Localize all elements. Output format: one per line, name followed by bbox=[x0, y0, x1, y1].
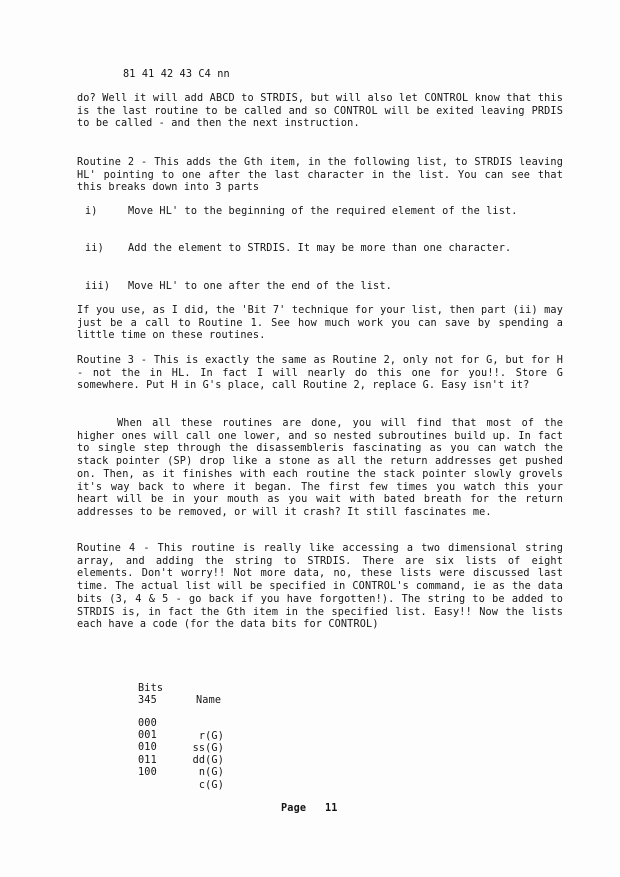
list-item-text: Move HL' to one after the end of the list. bbox=[128, 281, 392, 292]
paragraph-routine-4: Routine 4 - This routine is really like accessing a two dimensional string array, and adding the string to STRDIS. There are six lists of eight elements. Don't worry!! Not more data, no, these lists were discussed last time. The actual list will be specified in CONTROL's command, ie as the data bits (3, 4 & 5 - go back if you have forgotten!). The string to be added to STRDIS is, in fact the Gth item in the specified list. Easy!! Now the lists each have a code (for the data bits for CONTROL) bbox=[77, 543, 563, 631]
cell-name: dd(G) bbox=[192, 755, 224, 767]
list-item-number: ii) bbox=[85, 243, 104, 254]
page-label: Page bbox=[281, 803, 307, 814]
paragraph-bit7-technique: If you use, as I did, the 'Bit 7' technique for your list, then part (ii) may just be a call to Routine 1. See how much work you can save by spending a little time on these routines. bbox=[77, 305, 563, 342]
cell-bits: 100 bbox=[138, 766, 157, 778]
page-number: 11 bbox=[325, 803, 338, 814]
cell-bits: 011 bbox=[138, 754, 157, 766]
header-bits: Bits bbox=[138, 682, 164, 694]
list-item-text: Add the element to STRDIS. It may be more than one character. bbox=[128, 243, 512, 254]
cell-name: n(G) bbox=[198, 767, 224, 779]
header-name: Name bbox=[196, 695, 222, 707]
table-subheader-row bbox=[138, 682, 176, 706]
cell-bits: 010 bbox=[138, 742, 157, 754]
list-item-text: Move HL' to the beginning of the required element of the list. bbox=[128, 206, 518, 217]
paragraph-control-exit: do? Well it will add ABCD to STRDIS, but will also let CONTROL know that this is the last routine to be called and so CONTROL will be exited leaving PRDIS to be called - and then the next instruction. bbox=[77, 93, 563, 130]
cell-bits: 001 bbox=[138, 730, 157, 742]
cell-bits: 000 bbox=[138, 718, 157, 730]
bits-name-table bbox=[138, 670, 224, 791]
paragraph-nested-subroutines: When all these routines are done, you will find that most of the higher ones will call one lower, and so nested subroutines build up. In fact to single step through the disassembleris fascinating as you can watch the stack pointer (SP) drop like a stone as all the return addresses get pushed on. Then, as it finishes with each routine the stack pointer slowly grovels it's way back to where it began. The first few times you watch this your heart will be in your mouth as you wait with bated breath for the return addresses to be removed, or will it crash? It still fascinates me. bbox=[77, 418, 563, 518]
cell-name: c(G) bbox=[198, 779, 224, 791]
paragraph-routine-2: Routine 2 - This adds the Gth item, in the following list, to STRDIS leaving HL' pointing to one after the last character in the list. You can see that this breaks down into 3 parts bbox=[77, 157, 563, 194]
page-footer bbox=[281, 803, 338, 816]
cell-name: ss(G) bbox=[192, 742, 224, 754]
header-bits-sub: 345 bbox=[138, 694, 157, 706]
paragraph-routine-3: Routine 3 - This is exactly the same as Routine 2, only not for G, but for H - not the in HL. In fact I will nearly do this one for you!!. Store G somewhere. Put H in G's place, call Routine 2, replace G. Easy isn't it? bbox=[77, 355, 563, 392]
hex-bytes-line: 81 41 42 43 C4 nn bbox=[123, 69, 230, 80]
list-item-number: i) bbox=[85, 206, 98, 217]
cell-name: r(G) bbox=[198, 730, 224, 742]
list-item-number: iii) bbox=[85, 281, 111, 292]
